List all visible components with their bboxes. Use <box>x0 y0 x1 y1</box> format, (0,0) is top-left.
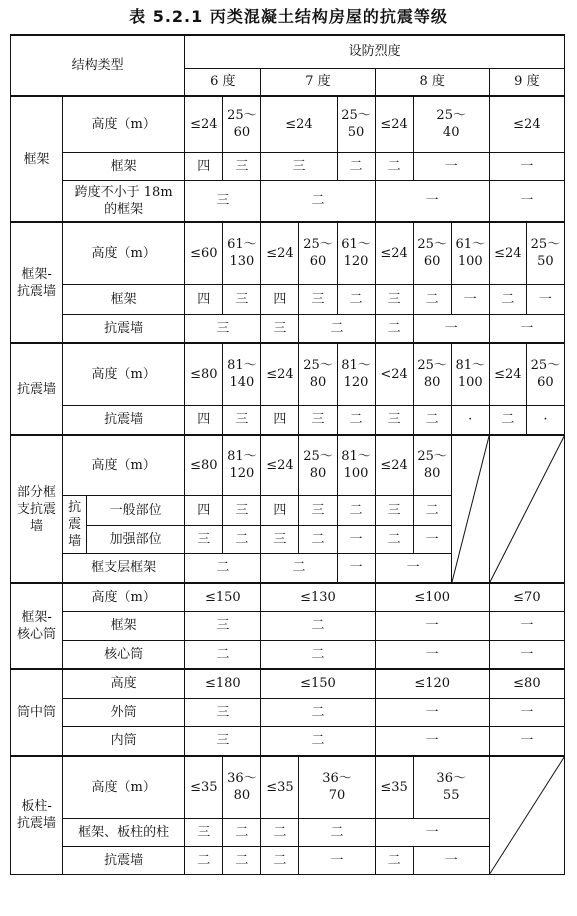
cell: ≤24 <box>489 96 564 152</box>
cell: 25～ 60 <box>299 222 337 284</box>
cell: ≤80 <box>185 343 223 405</box>
cell: 25～ 80 <box>413 435 451 495</box>
cell: · <box>451 405 489 435</box>
header-deg6: 6 度 <box>185 68 261 96</box>
cell: 三 <box>299 284 337 314</box>
cell: ≤35 <box>185 756 223 818</box>
cell: 一 <box>489 152 564 180</box>
cell: 二 <box>299 525 337 553</box>
cell: 一 <box>413 152 489 180</box>
cell: ≤24 <box>261 222 299 284</box>
row-label: 抗震墙 <box>63 405 185 435</box>
cell: 三 <box>261 525 299 553</box>
cell: 一 <box>375 611 489 640</box>
cell: 一 <box>413 314 489 343</box>
cell: 一 <box>375 180 489 222</box>
diagonal-line <box>490 757 564 874</box>
cell: ≤80 <box>185 435 223 495</box>
cell: 四 <box>261 284 299 314</box>
cell: 81～ 120 <box>337 343 375 405</box>
cell: ≤24 <box>261 96 337 152</box>
cell: 36～ 80 <box>223 756 261 818</box>
row-label: 内筒 <box>63 726 185 756</box>
cell: 一 <box>375 818 489 846</box>
cell: 二 <box>185 846 223 874</box>
cell: 二 <box>337 495 375 525</box>
cell: 81～ 140 <box>223 343 261 405</box>
cell: 三 <box>299 495 337 525</box>
cell: ≤35 <box>375 756 413 818</box>
cell: 二 <box>489 284 526 314</box>
diagonal-empty-cell <box>489 435 564 583</box>
cell: 二 <box>489 405 526 435</box>
cell: 二 <box>261 611 375 640</box>
header-struct-type: 结构类型 <box>11 35 185 96</box>
cell: ≤24 <box>185 96 223 152</box>
cell: ≤130 <box>261 583 375 611</box>
cell: 一 <box>526 284 564 314</box>
cell: 81～ 100 <box>451 343 489 405</box>
row-label: 框架 <box>63 284 185 314</box>
cell: 二 <box>413 405 451 435</box>
cell: ≤70 <box>489 583 564 611</box>
cell: 四 <box>261 405 299 435</box>
cell: ≤24 <box>489 222 526 284</box>
row-label: 框支层框架 <box>63 553 185 583</box>
cell: 二 <box>375 314 413 343</box>
group-partial-frame-wall: 部分框 支抗震 墙 <box>11 435 63 583</box>
cell: ≤24 <box>375 222 413 284</box>
cell: 四 <box>185 284 223 314</box>
cell: 四 <box>185 495 223 525</box>
seismic-grade-table <box>10 34 565 875</box>
cell: 三 <box>223 152 261 180</box>
cell: 二 <box>337 284 375 314</box>
cell: 三 <box>261 152 337 180</box>
cell: 二 <box>375 846 413 874</box>
row-label: 抗震墙 <box>63 314 185 343</box>
cell: 25～ 80 <box>413 343 451 405</box>
header-deg9: 9 度 <box>489 68 564 96</box>
cell: 二 <box>299 314 375 343</box>
group-frame: 框架 <box>11 96 63 222</box>
cell: 25～ 60 <box>526 343 564 405</box>
row-label: 框架 <box>63 152 185 180</box>
cell: 一 <box>413 846 489 874</box>
subgroup-wall: 抗震 墙 <box>63 495 87 553</box>
cell: ≤24 <box>489 343 526 405</box>
cell: 25～ 50 <box>526 222 564 284</box>
cell: 一 <box>413 525 451 553</box>
cell: 四 <box>185 152 223 180</box>
cell: 三 <box>223 495 261 525</box>
diagonal-line <box>490 436 564 582</box>
cell: 三 <box>185 525 223 553</box>
cell: ≤35 <box>261 756 299 818</box>
cell: 三 <box>185 314 261 343</box>
cell: 二 <box>261 698 375 726</box>
cell: 一 <box>375 640 489 669</box>
cell: 三 <box>223 405 261 435</box>
cell: 二 <box>261 726 375 756</box>
cell: 二 <box>185 640 261 669</box>
cell: 一 <box>337 553 375 583</box>
cell: 二 <box>413 495 451 525</box>
cell: 二 <box>375 152 413 180</box>
cell: 二 <box>261 553 337 583</box>
row-label: 跨度不小于 18m 的框架 <box>63 180 185 222</box>
cell: 一 <box>489 726 564 756</box>
row-label: 高度（m） <box>63 96 185 152</box>
row-label: 核心筒 <box>63 640 185 669</box>
cell: 25～ 60 <box>223 96 261 152</box>
row-label: 高度（m） <box>63 583 185 611</box>
cell: 三 <box>261 314 299 343</box>
cell: 36～ 70 <box>299 756 375 818</box>
cell: 三 <box>185 698 261 726</box>
cell: 三 <box>185 726 261 756</box>
row-label: 外筒 <box>63 698 185 726</box>
cell: 61～ 130 <box>223 222 261 284</box>
cell: 一 <box>489 698 564 726</box>
diagonal-line <box>452 436 489 582</box>
cell: ≤24 <box>261 343 299 405</box>
cell: 一 <box>489 180 564 222</box>
cell: 一 <box>337 525 375 553</box>
cell: 三 <box>185 180 261 222</box>
cell: 二 <box>413 284 451 314</box>
cell: 二 <box>337 152 375 180</box>
cell: 81～ 100 <box>337 435 375 495</box>
row-label: 高度（m） <box>63 435 185 495</box>
cell: 二 <box>261 180 375 222</box>
cell: ≤24 <box>375 96 413 152</box>
cell: ≤60 <box>185 222 223 284</box>
cell: 三 <box>375 284 413 314</box>
row-label: 框架、板柱的柱 <box>63 818 185 846</box>
cell: ≤120 <box>375 669 489 698</box>
cell: ≤180 <box>185 669 261 698</box>
cell: 25～ 60 <box>413 222 451 284</box>
cell: 二 <box>223 846 261 874</box>
cell: ≤80 <box>489 669 564 698</box>
cell: 61～ 100 <box>451 222 489 284</box>
cell: 三 <box>185 818 223 846</box>
cell: 一 <box>299 846 375 874</box>
table-title: 表 5.2.1 丙类混凝土结构房屋的抗震等级 <box>129 7 448 26</box>
cell: 二 <box>261 846 299 874</box>
cell: 二 <box>185 553 261 583</box>
header-intensity: 设防烈度 <box>185 35 565 68</box>
cell: 三 <box>223 284 261 314</box>
row-label: 抗震墙 <box>63 846 185 874</box>
group-frame-wall: 框架- 抗震墙 <box>11 222 63 343</box>
cell: 三 <box>375 405 413 435</box>
row-label: 加强部位 <box>87 525 185 553</box>
cell: 二 <box>337 405 375 435</box>
cell: 四 <box>185 405 223 435</box>
cell: 25～ 50 <box>337 96 375 152</box>
cell: ≤24 <box>261 435 299 495</box>
cell: 一 <box>451 284 489 314</box>
cell: 25～ 80 <box>299 435 337 495</box>
cell: 81～ 120 <box>223 435 261 495</box>
cell: 25～ 80 <box>299 343 337 405</box>
diagonal-empty-cell <box>489 756 564 874</box>
cell: ≤150 <box>185 583 261 611</box>
cell: 四 <box>261 495 299 525</box>
group-tube-in-tube: 筒中筒 <box>11 669 63 756</box>
group-wall: 抗震墙 <box>11 343 63 435</box>
cell: 一 <box>375 726 489 756</box>
cell: · <box>526 405 564 435</box>
cell: 一 <box>375 553 451 583</box>
row-label: 一般部位 <box>87 495 185 525</box>
cell: 三 <box>299 405 337 435</box>
cell: 二 <box>299 818 375 846</box>
header-deg8: 8 度 <box>375 68 489 96</box>
group-frame-core: 框架- 核心筒 <box>11 583 63 669</box>
row-label: 框架 <box>63 611 185 640</box>
cell: 三 <box>375 495 413 525</box>
cell: 一 <box>489 640 564 669</box>
cell: 三 <box>185 611 261 640</box>
row-label: 高度（m） <box>63 222 185 284</box>
row-label: 高度（m） <box>63 756 185 818</box>
cell: ≤24 <box>375 435 413 495</box>
cell: 61～ 120 <box>337 222 375 284</box>
cell: 一 <box>375 698 489 726</box>
row-label: 高度（m） <box>63 343 185 405</box>
diagonal-empty-cell <box>451 435 489 583</box>
cell: 二 <box>261 818 299 846</box>
cell: 二 <box>223 525 261 553</box>
cell: 36～ 55 <box>413 756 489 818</box>
header-deg7: 7 度 <box>261 68 375 96</box>
cell: ≤150 <box>261 669 375 698</box>
group-slab-column-wall: 板柱- 抗震墙 <box>11 756 63 874</box>
cell: <24 <box>375 343 413 405</box>
cell: 二 <box>223 818 261 846</box>
cell: 一 <box>489 314 564 343</box>
cell: 25～ 40 <box>413 96 489 152</box>
cell: 一 <box>489 611 564 640</box>
cell: 二 <box>261 640 375 669</box>
cell: 二 <box>375 525 413 553</box>
cell: ≤100 <box>375 583 489 611</box>
row-label: 高度 <box>63 669 185 698</box>
